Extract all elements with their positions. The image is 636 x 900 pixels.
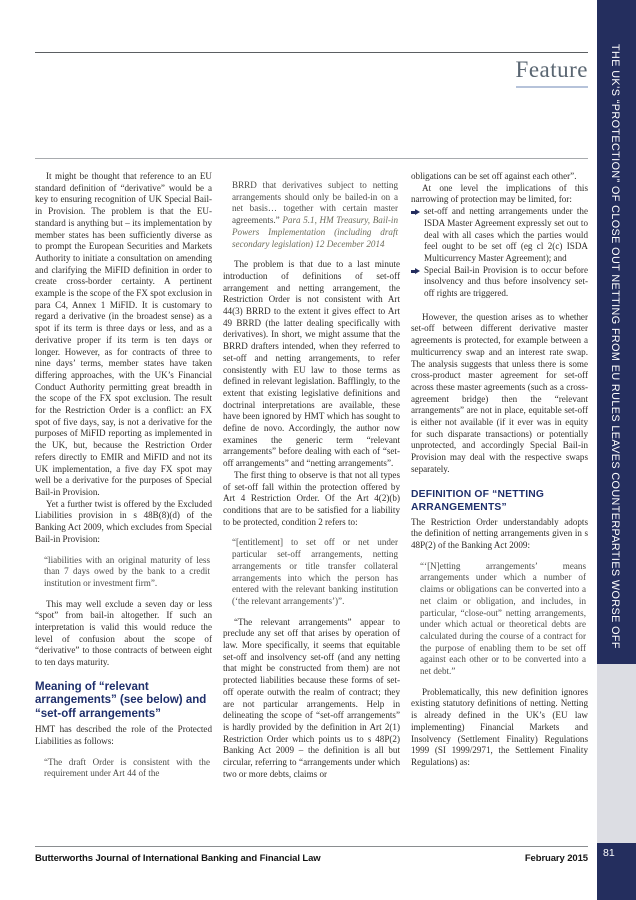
paragraph: At one level the implications of this narrowing of protection may be limited, for:: [411, 182, 588, 205]
quote-text: BRRD that derivatives subject to netting arrangements should only be bailed-in on a net basis… together with certain master agreements.”: [232, 180, 398, 226]
paragraph: “The relevant arrangements” appear to preclude any set off that arises by operation of law. More specifically, it seems that equitable set-off and insolvency set-off (and any netting that might be constructed from them) are not protected liabilities because these forms of set-off operate outwith the realm of contract; they are not particular arrangements. Help in delineating the scope of “set-off arrangements” is hardly provided by the definition in Art 2(1) Restriction Order which points us to s 48P(2) Banking Act 2009 – the definition is all but circular, referring to “arrangements under which two or more debts, claims or: [223, 616, 400, 779]
page-number: 81: [603, 847, 615, 859]
sidebar-title-bar: [597, 0, 636, 664]
footer-rule: [35, 846, 588, 847]
footer: [35, 853, 588, 864]
heading-definition-of-netting-arrangements: DEFINITION OF “NETTING ARRANGEMENTS”: [411, 488, 545, 513]
paragraph: The first thing to observe is that not all types of set-off fall within the protection offered by Art 4 Restriction Order. Of the Art 4(2)(b) conditions that are to be satisfied for a liability to be protected, condition 2 refers to:: [223, 469, 400, 527]
block-quote: “[entitlement] to set off or net under particular set-off arrangements, netting arrangements or title transfer collateral arrangements into which the person has entered with the relevant banking institution (‘the relevant arrangements’)”.: [232, 537, 398, 606]
block-quote: “The draft Order is consistent with the requirement under Art 44 of the: [44, 756, 210, 779]
columns-top-rule: [35, 158, 588, 159]
paragraph: This may well exclude a seven day or less “spot” from bail-in altogether. If such an interpretation is valid this would reduce the level of confusion about the scope of “derivative” to those contracts of between eight to ten days maturity.: [35, 598, 212, 668]
bullet-item: [411, 265, 588, 300]
header-rule: [35, 52, 588, 53]
footer-issue-date: February 2015: [524, 853, 588, 864]
paragraph: It might be thought that reference to an EU standard definition of “derivative” would be a key to ensuring recognition of UK Special Bail-in Provision. The problem is that the EU-standard is anything but – its implementation by member states has been sufficiently diverse as to prompt the European Securities and Markets Authority to initiate a consultation on amending and clarifying the MiFID definition in order to create cross-border certainty. A pertinent example is the scope of the FX spot exclusion in para C4, Annex 1 MiFID. It is customary to regard a derivative (in the broadest sense) as a spot if its term is three days or less, and as a derivative proper if its term is ten days or longer. However, as for contracts of three to nine days’ terms, member states have taken differing approaches, with the UK’s Financial Conduct Authority permitting great breadth in the scope of the FX spot exclusion. The result for the Restriction Order is a conflict: an FX spot of five days, say, is not a derivative for the purposes of MiFID reporting as implemented in the UK, but, because the Restriction Order refers directly to EMIR and MiFID and not its UK implementation, a five day FX spot may well be a derivative for the purposes of Special Bail-in Provision.: [35, 171, 212, 497]
page-number-badge: [597, 843, 636, 900]
quote-citation: Para 5.1, HM Treasury, Bail-in Powers Implementation (including draft secondary legislation) 12 December 2014: [232, 215, 398, 249]
footer-journal-title: Butterworths Journal of International Banking and Financial Law: [35, 853, 321, 864]
article-columns: [35, 171, 588, 843]
paragraph: The problem is that due to a last minute introduction of definitions of set-off arrangement and netting arrangement, the Restriction Order is not consistent with Art 44(3) BRRD to the extent it gives effect to Art 49 BRRD (the latter dealing specifically with derivatives). In short, we might assume that the BRRD drafters intended, when they referred to set-off and netting arrangements, to refer consistently with EU law to those terms as defined in relevant legislation. Bafflingly, to the extent that existing legislative definitions and doctrinal interpretations are available, these have been ignored by HMT which has sought to define de novo. Accordingly, the author now examines the generic term “relevant arrangements” before dealing with each of “set-off arrangements” and “netting arrangements”.: [223, 259, 400, 469]
paragraph: Problematically, this new definition ignores existing statutory definitions of netting. Netting is already defined in the UK’s (EU law implementing) Financial Markets and Insolvency (Settlement Finality) Regulations 1999 (SI 1999/2971, the Settlement Finality Regulations) as:: [411, 686, 588, 767]
bullet-item-text: set-off and netting arrangements under the ISDA Master Agreement expressly set out to deal with all cases which the parties would feel ought to be set off (eg cl 2(c) ISDA Multicurrency Master Agreement); and: [424, 206, 588, 263]
paragraph: HMT has described the role of the Protected Liabilities as follows:: [35, 724, 212, 747]
bullet-item: [411, 206, 588, 265]
paragraph: However, the question arises as to whether set-off between different derivative master agreements is protected, for example between a multicurrency swap and an interest rate swap. The analysis suggests that unless there is some cross-product master agreement for set-off across these master agreements (such as a cross-agreement bridge) then the “relevant arrangements” are not in place, equitable set-off is either not available (if it ever was in equity for such disparate transactions) or potentially unprotected, and accordingly Special Bail-in Provision may deal with the respective swaps separately.: [411, 311, 588, 474]
bullet-arrow-icon: [411, 268, 421, 275]
bullet-item-text: Special Bail-in Provision is to occur before insolvency and thus before insolvency set-off rights are triggered.: [424, 264, 588, 299]
column-3: [411, 171, 588, 843]
block-quote: [223, 180, 400, 250]
paragraph: The Restriction Order understandably adopts the definition of netting arrangements given in s 48P(2) of the Banking Act 2009:: [411, 516, 588, 550]
paragraph-continuation: obligations can be set off against each other”.: [411, 171, 577, 181]
sidebar-gray-strip: [597, 664, 636, 843]
heading-meaning-of-relevant-arrangements: Meaning of “relevant arrangements” (see below) and “set-off arrangements”: [35, 680, 207, 720]
bullet-arrow-icon: [411, 209, 421, 216]
paragraph: Yet a further twist is offered by the Excluded Liabilities provision in s 48B(8)(d) of the Banking Act 2009, which excludes from Special Bail-in Provision:: [35, 498, 212, 544]
block-quote: “‘[N]etting arrangements’ means arrangements under which a number of claims or obligations can be converted into a net claim or obligation, and includes, in particular, “close-out” netting arrangements, under which actual or theoretical debts are calculated during the course of a contract for the purpose of enabling them to be set off against each other or to be converted into a net debt.”: [420, 560, 586, 677]
sidebar-vertical-title: THE UK’S “PROTECTION” OF CLOSE OUT NETTING FROM EU RULES LEAVES COUNTERPARTIES WORSE OFF: [609, 44, 621, 649]
column-2: [223, 171, 400, 843]
feature-label: Feature: [516, 57, 588, 88]
block-quote: “liabilities with an original maturity of less than 7 days owed by the bank to a credit institution or investment firm”.: [44, 554, 210, 588]
column-1: [35, 171, 212, 843]
bullet-list: [411, 206, 588, 300]
